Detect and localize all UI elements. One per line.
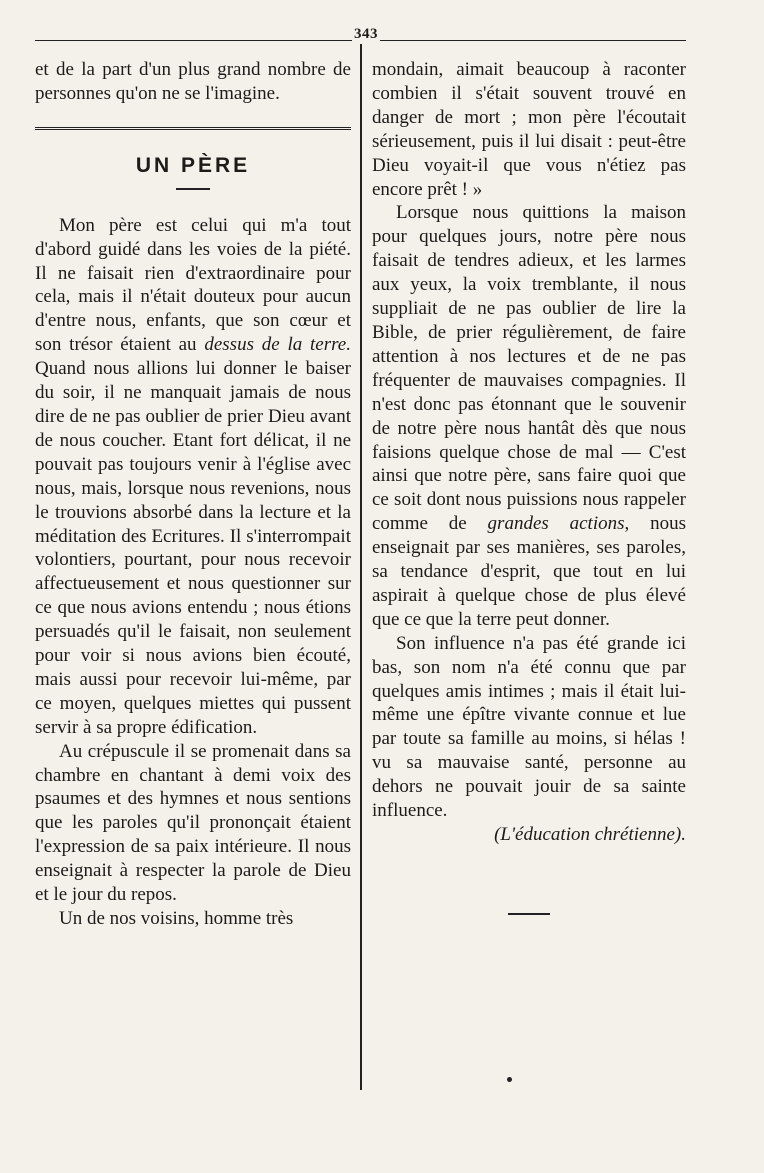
left-column [35,58,351,931]
paragraph-4-text-a: Lorsque nous quittions la maison pour quelques jours, notre père nous faisait de tendres adieux, et les larmes aux yeux, la voix tremblante, il nous suppliait de ne pas oublier de lire la Bible, de prier régulièrement, de faire attention à nos lectures et de ne pas fréquenter de mauvaises compagnies. Il n'est donc pas étonnant que le souvenir de notre père nous hantât dès que nous faisions quelque chose de mal — C'est ainsi que notre père, sans faire quoi que ce soit dont nous puissions nous rappeler comme de [372,202,686,535]
paragraph-3-start: Un de nos voisins, homme très [59,908,294,929]
paragraph-1-text-a: Mon père est celui qui m'a tout d'abord guidé dans les voies de la piété. Il ne faisait rien d'extraordinaire pour cela, mais il n'était douteux pour aucun d'entre nous, enfants, que son cœur et son trésor étaient au [35,214,351,356]
paragraph-4-emphasis: grandes actions [487,513,625,535]
right-column [372,58,686,915]
header-rule-left [35,40,353,41]
continued-paragraph: et de la part d'un plus grand nombre de personnes qu'on ne se l'imagine. [35,59,351,104]
header-rule-right [372,40,686,41]
ink-speck [507,1077,512,1082]
paragraph-5: Son influence n'a pas été grande ici bas, son nom n'a été connu que par quelques amis intimes ; mais il était lui-même une épître vivante connue et lue par toute sa famille au moins, si hélas ! vu sa mauvaise santé, personne au dehors ne pouvait jouir de sa sainte influence. [372,632,686,822]
page-number: 343 [354,26,378,42]
article-title: UN PÈRE [135,153,251,177]
paragraph-4 [372,201,686,631]
paragraph-1-text-b: Quand nous allions lui donner le baiser du soir, il ne manquait jamais de nous dire de ne pas oublier de prier Dieu avant de nous coucher. Etant fort délicat, il ne pouvait pas toujours venir à l'église avec nous, mais, lorsque nous revenions, nous le trouvions absorbé dans la lecture et la méditation des Ecritures. Il s'interrompait volontiers, pourtant, pour nous recevoir affectueusement et nous questionner sur ce que nous avions entendu ; nous étions persuadés qu'il le faisait, non seulement pour voir si nous avions bien écouté, mais aussi pour recevoir lui-même, par ce moyen, quelques miettes qui pussent servir à sa propre édification. [35,358,351,738]
paragraph-4-text-b: , nous enseignait par ses manières, ses paroles, sa tendance d'esprit, que tout en lui aspirait à quelque chose de plus élevé que ce que la terre peut donner. [372,513,686,630]
title-dash [176,188,210,190]
paragraph-2: Au crépuscule il se promenait dans sa chambre en chantant à demi voix des psaumes et des hymnes et nous sentions que les paroles qu'il prononçait étaient l'expression de sa paix intérieure. Il nous enseignait à respecter la parole de Dieu et le jour du repos. [35,740,351,906]
source-citation: (L'éducation chrétienne). [494,824,686,845]
paragraph-3-continued: mondain, aimait beaucoup à raconter combien il s'était souvent trouvé en danger de mort ; mon père l'écoutait sérieusement, puis il lui disait : peut-être Dieu voyait-il que vous n'étiez pas encore prêt ! » [372,59,686,200]
paragraph-1 [35,214,351,740]
paragraph-1-emphasis: dessus de la terre. [204,334,351,356]
section-separator [35,127,351,130]
end-mark [508,913,550,915]
column-divider [360,44,362,1090]
